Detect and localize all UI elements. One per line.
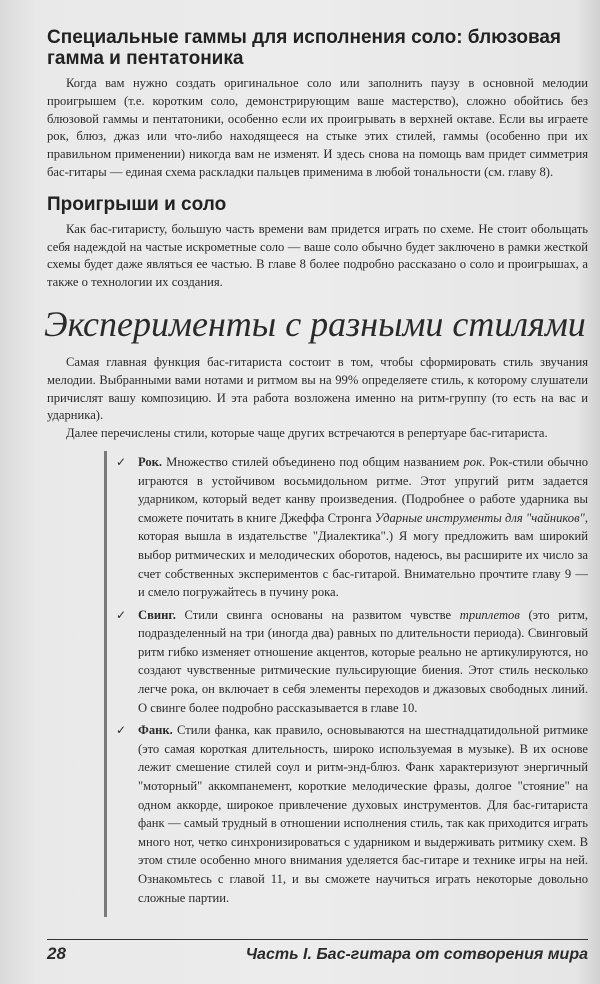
item-text: Стили свинга основаны на развитом чувстве	[175, 607, 460, 622]
item-emphasis: рок	[463, 454, 482, 469]
book-page	[44, 0, 588, 984]
checkmark-icon: ✓	[116, 723, 127, 738]
list-item-funk	[116, 721, 588, 907]
checkmark-icon: ✓	[116, 454, 127, 469]
item-text: Множество стилей объединено под общим названием	[162, 454, 464, 469]
paragraph-styles-intro: Самая главная функция бас-гитариста состоит в том, чтобы сформировать стиль звучания мелодии. Выбранными вами нотами и ритмом вы на 99% определяете стиль, к которому слушатели причислят вашу композицию. И эта работа возложена именно на ритм-группу (то есть на вас и ударника).	[47, 354, 588, 423]
chapter-heading-styles: Эксперименты с разными стилями	[44, 303, 586, 344]
item-text: Стили фанка, как правило, основываются на шестнадцатидольной ритмике (это самая короткая длительность, широко используемая в музыке). В их основе лежит смешение стилей соул и ритм-энд-блюз. Фанк характеризуют энергичный "моторный" аккомпанемент, короткие мелодические фразы, долгое "стояние" на одном аккорде, широкое привлечение духовых инструментов. Для бас-гитариста фанк — самый трудный в отношении исполнения стиль, так как приходится играть много нот, четко синхронизироваться с ударником и выдерживать ритмику схем. В этом стиле особенно много внимания уделяется бас-гитаре и технике игры на ней. Ознакомьтесь с главой 11, и вы сможете научиться играть некоторые довольно сложные партии.	[138, 723, 588, 905]
item-text: (это ритм, подразделенный на три (иногда два) равных по длительности периода). Свинговый ритм гибко изменяет отношение акцентов, которые реально не артикулируются, но создают чувственные ритмические пульсирующие биения. Этот стиль несколько легче рока, он включает в себя элементы переходов и джазовых свободных линий. О свинге более подробно рассказывается в главе 10.	[138, 607, 588, 715]
list-item-swing	[116, 606, 588, 718]
running-footer-title: Часть I. Бас-гитара от сотворения мира	[245, 946, 588, 964]
item-term: Свинг.	[138, 607, 176, 622]
item-text: , которая вышла в издательстве "Диалектика".) Я могу предложить вам широкий выбор ритмических и мелодических оборотов, надеюсь, вы расширите их число за счет собственных экспериментов с бас-гитарой. Внимательно прочтите главу 9 — и смело погружайтесь в пучину рока.	[138, 510, 588, 600]
paragraph-special-scales: Когда вам нужно создать оригинальное соло или заполнить паузу в основной мелодии проигрышем (т.е. коротким соло, демонстрирующим ваше мастерство), сложно обойтись без блюзовой гаммы и пентатоники, особенно если их проигрывать в верхней октаве. Если вы играете рок, блюз, джаз или что-либо находящееся на стыке этих стилей, гаммы (особенно при их правильном применении) никогда вам не изменят. И здесь снова на помощь вам придет симметрия бас-гитары — единая схема раскладки пальцев применима в любой тональности (см. главу 8).	[47, 76, 588, 179]
paragraph-fills-solos: Как бас-гитаристу, большую часть времени вам придется играть по схеме. Не стоит обольщать себя надеждой на частые искрометные соло — ваше соло обычно будет заключено в рамки жесткой схемы будет даже являться ее частью. В главе 8 более подробно рассказано о соло и проигрышах, а также о технологии их создания.	[47, 221, 588, 290]
item-term: Фанк.	[138, 723, 173, 738]
book-title: Ударные инструменты для "чайников"	[374, 510, 585, 525]
checkmark-icon: ✓	[116, 607, 127, 622]
section-heading-fills-solos: Проигрыши и соло	[47, 193, 227, 215]
item-text: . Рок-стили обычно играются в устойчивом восьмидольном ритме. Этот упругий ритм задается ударником, который ведет канву произведения. (Подробнее о работе ударника вы сможете почитать в книге Джеффа Стронга	[138, 454, 588, 525]
item-emphasis: триплетов	[459, 607, 520, 622]
item-term: Рок.	[138, 454, 163, 469]
styles-list	[104, 451, 588, 917]
page-footer	[47, 939, 588, 964]
page-number: 28	[47, 944, 66, 964]
list-item-rock	[116, 453, 588, 602]
section-heading-special-scales: Специальные гаммы для исполнения соло: блюзовая гамма и пентатоника	[47, 27, 562, 69]
paragraph-styles-list-intro: Далее перечислены стили, которые чаще других встречаются в репертуаре бас-гитариста.	[66, 426, 548, 441]
